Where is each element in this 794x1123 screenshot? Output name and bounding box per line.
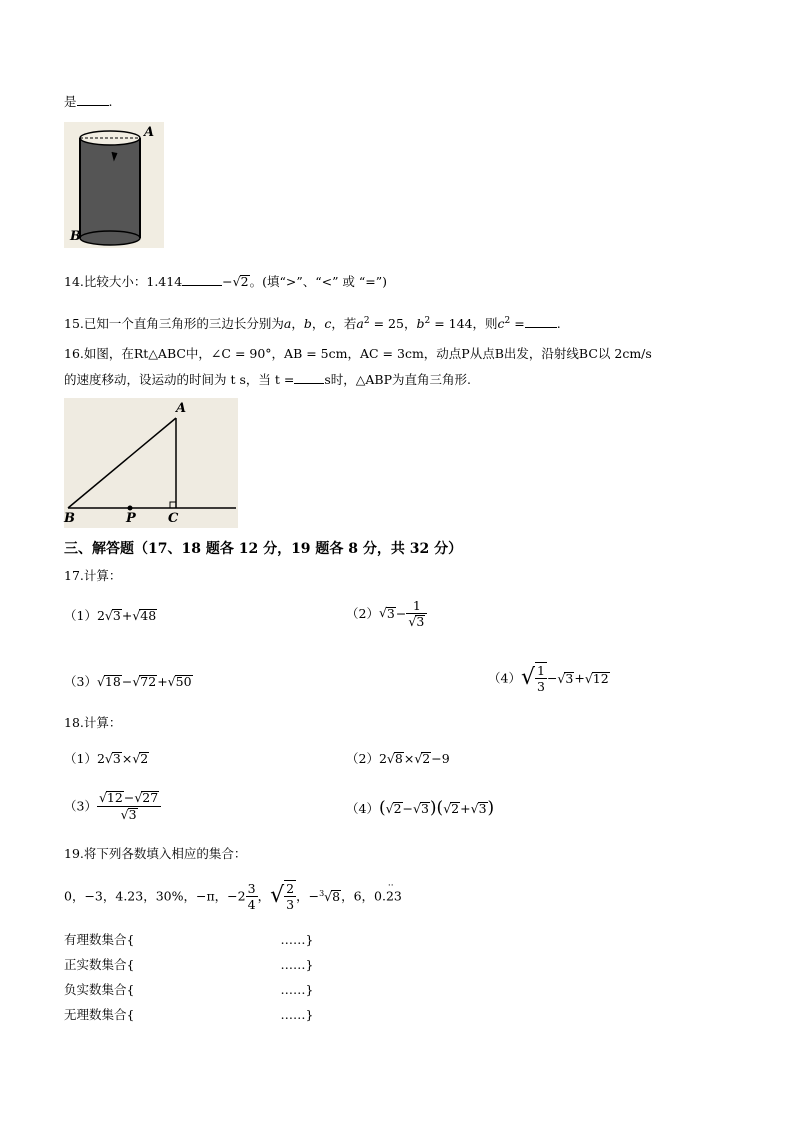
set-rational: 有理数集合{ ……} [64, 932, 314, 947]
answer-blank[interactable] [77, 94, 109, 106]
q13-text: 是 [64, 94, 77, 109]
answer-blank[interactable] [294, 372, 324, 384]
question-18-title: 18.计算： [64, 715, 122, 730]
fraction: $\frac{3}{4}$ [247, 880, 256, 912]
answer-blank[interactable] [182, 274, 222, 286]
label-p: P [126, 511, 136, 526]
set-positive-real: 正实数集合{ ……} [64, 957, 314, 972]
label-b: B [64, 511, 75, 526]
label-b: B [70, 229, 81, 244]
question-17-title: 17.计算： [64, 568, 122, 583]
section-title: 三、解答题（17、18 题各 12 分，19 题各 8 分，共 32 分） [64, 541, 463, 557]
q18-part-1: （1）2√3×√2 [64, 751, 149, 766]
fraction: $\frac{2}{3}$ [286, 881, 295, 912]
fraction: $\frac{√12-√27}{√3}$ [97, 790, 161, 824]
cylinder-figure [64, 122, 164, 248]
set-irrational: 无理数集合{ ……} [64, 1007, 314, 1022]
triangle-figure [64, 398, 238, 528]
triangle-drawing [64, 398, 238, 528]
q18-part-4: （4）(√2−√3)(√2+√3) [346, 798, 495, 818]
question-16-line-2: 的速度移动，设运动的时间为 t s，当 t = s时，△ABP为直角三角形. [64, 372, 471, 387]
q18-part-3: （3） $\frac{√12-√27}{√3}$ [64, 790, 161, 824]
question-19-title: 19.将下列各数填入相应的集合： [64, 846, 247, 861]
question-15: 15.已知一个直角三角形的三边长分别为a，b，c，若$a^2 = 25$，$b^2 = 144$，则$c^2$ = . [64, 315, 561, 331]
label-c: C [168, 511, 179, 526]
fraction: $\frac{1}{√3}$ [406, 598, 427, 629]
q17-part-3: （3）√18−√72+√50 [64, 674, 192, 689]
label-a: A [144, 125, 155, 140]
q19-numbers: 0，−3，4.23，30%，−π，−2 $\frac{3}{4}$ ，√ $\frac{2}{3}$ ，−$^3$√8，6，0.23 ·· [64, 880, 402, 912]
fraction: $\frac{1}{3}$ [536, 663, 545, 694]
q17-part-2: （2）√3− $\frac{1}{√3}$ [346, 598, 427, 629]
question-16-line-1: 16.如图，在Rt△ABC中，∠C = 90°，AB = 5cm，AC = 3cm，动点P从点B出发，沿射线BC以 2cm/s [64, 346, 652, 361]
q17-part-1: （1）2√3+√48 [64, 608, 157, 623]
q17-part-4: （4）√ $\frac{1}{3}$ −√3+√12 [488, 663, 609, 694]
q18-part-2: （2）2√8×√2−9 [346, 751, 450, 766]
question-14: 14.比较大小：1.414 −√2。(填“>”、“<” 或 “=”) [64, 274, 388, 289]
label-a: A [176, 401, 187, 416]
set-negative-real: 负实数集合{ ……} [64, 982, 314, 997]
q13-tail: 是 . [64, 94, 113, 109]
answer-blank[interactable] [525, 316, 557, 328]
